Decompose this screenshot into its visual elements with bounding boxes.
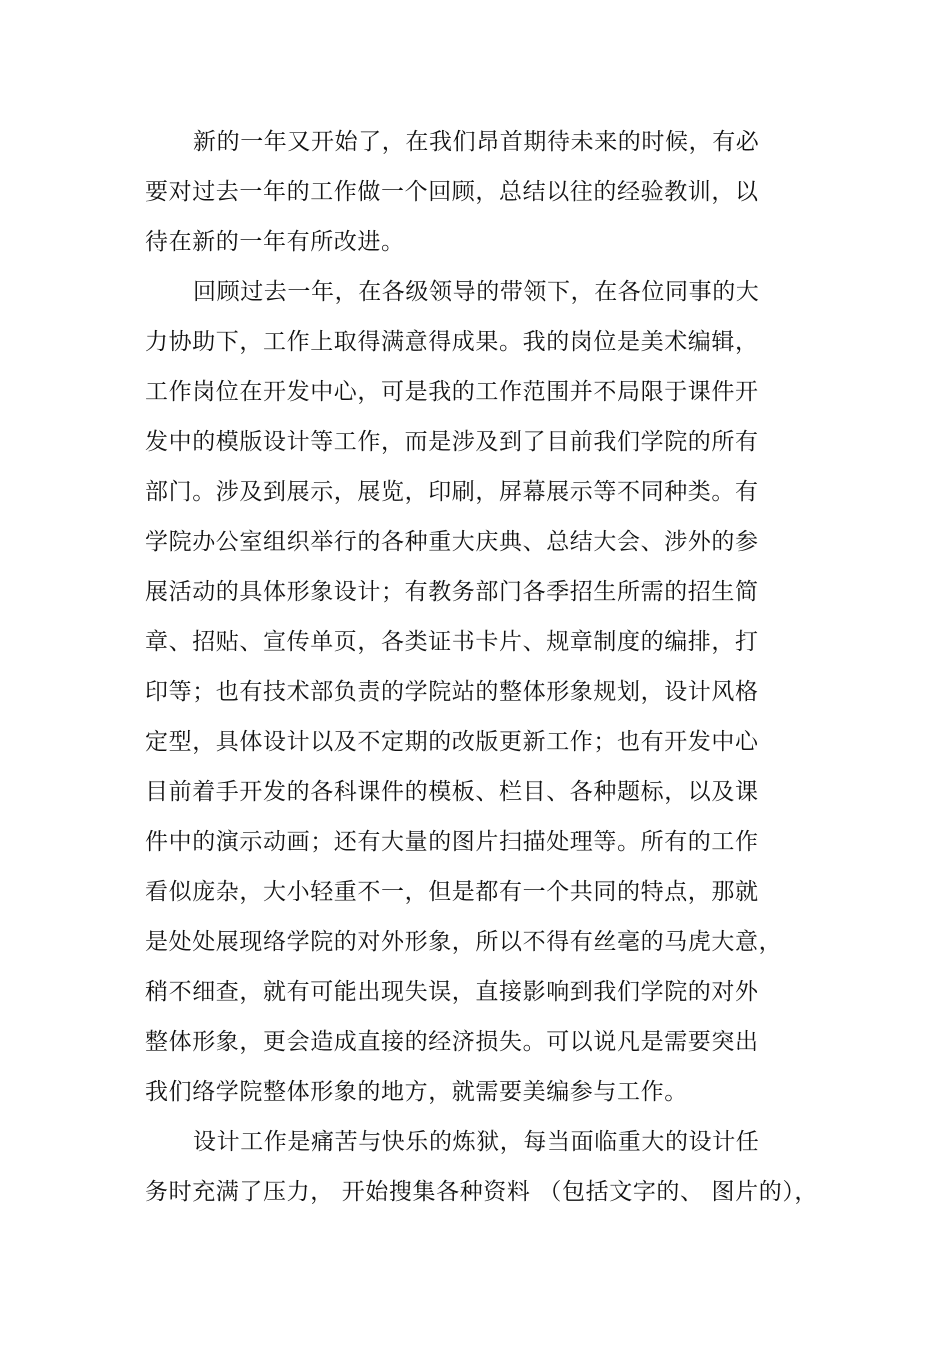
paragraph-2-line-1: 回顾过去一年，在各级领导的带领下，在各位同事的大 bbox=[193, 279, 760, 305]
paragraph-1-line-3: 待在新的一年有所改进。 bbox=[145, 229, 405, 255]
paragraph-2-line-7: 展活动的具体形象设计；有教务部门各季招生所需的招生简 bbox=[145, 579, 759, 605]
paragraph-2-line-17: 我们络学院整体形象的地方，就需要美编参与工作。 bbox=[145, 1079, 688, 1105]
paragraph-3-line-2: 务时充满了压力， 开始搜集各种资料 （包括文字的、 图片的）， bbox=[145, 1179, 819, 1205]
paragraph-1-line-1: 新的一年又开始了，在我们昂首期待未来的时候，有必 bbox=[193, 129, 760, 155]
paragraph-2-line-6: 学院办公室组织举行的各种重大庆典、总结大会、涉外的参 bbox=[145, 529, 759, 555]
paragraph-3-line-1: 设计工作是痛苦与快乐的炼狱，每当面临重大的设计任 bbox=[193, 1129, 760, 1155]
paragraph-2-line-9: 印等；也有技术部负责的学院站的整体形象规划，设计风格 bbox=[145, 679, 759, 705]
paragraph-2-line-12: 件中的演示动画；还有大量的图片扫描处理等。所有的工作 bbox=[145, 829, 759, 855]
paragraph-2-line-15: 稍不细查，就有可能出现失误，直接影响到我们学院的对外 bbox=[145, 979, 759, 1005]
paragraph-2-line-11: 目前着手开发的各科课件的模板、栏目、各种题标，以及课 bbox=[145, 779, 759, 805]
paragraph-2-line-13: 看似庞杂，大小轻重不一，但是都有一个共同的特点，那就 bbox=[145, 879, 759, 905]
paragraph-2-line-2: 力协助下，工作上取得满意得成果。我的岗位是美术编辑， bbox=[145, 329, 759, 355]
paragraph-1-line-2: 要对过去一年的工作做一个回顾，总结以往的经验教训，以 bbox=[145, 179, 759, 205]
paragraph-2-line-10: 定型，具体设计以及不定期的改版更新工作；也有开发中心 bbox=[145, 729, 759, 755]
paragraph-2-line-5: 部门。涉及到展示，展览，印刷，屏幕展示等不同种类。有 bbox=[145, 479, 759, 505]
paragraph-2-line-4: 发中的模版设计等工作，而是涉及到了目前我们学院的所有 bbox=[145, 429, 759, 455]
paragraph-2-line-14: 是处处展现络学院的对外形象，所以不得有丝毫的马虎大意， bbox=[145, 929, 783, 955]
paragraph-2-line-16: 整体形象，更会造成直接的经济损失。可以说凡是需要突出 bbox=[145, 1029, 759, 1055]
paragraph-2-line-3: 工作岗位在开发中心，可是我的工作范围并不局限于课件开 bbox=[145, 379, 759, 405]
paragraph-2-line-8: 章、招贴、宣传单页，各类证书卡片、规章制度的编排，打 bbox=[145, 629, 759, 655]
